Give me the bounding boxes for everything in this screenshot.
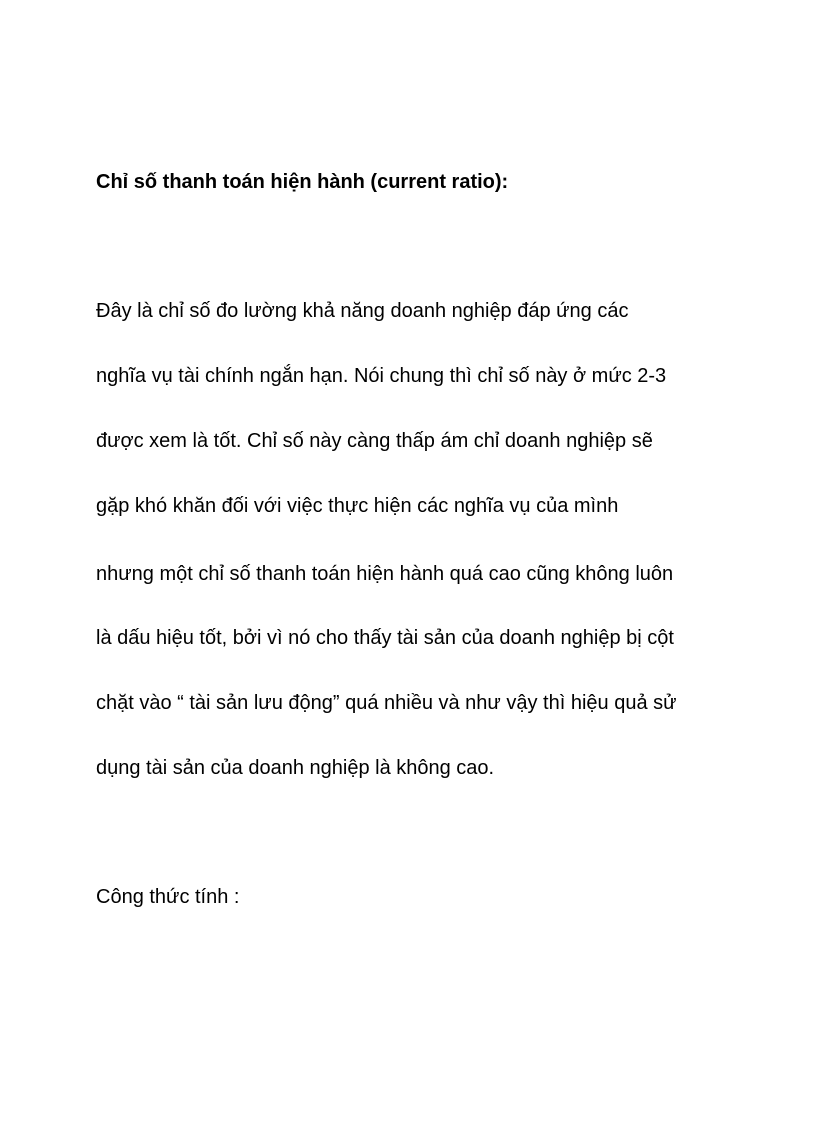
paragraph-line: nhưng một chỉ số thanh toán hiện hành quá cao cũng không luôn [96, 563, 674, 585]
paragraph-line: là dấu hiệu tốt, bởi vì nó cho thấy tài sản của doanh nghiệp bị cột [96, 627, 674, 649]
formula-label: Công thức tính : [96, 886, 240, 908]
paragraph-line: dụng tài sản của doanh nghiệp là không cao. [96, 757, 495, 779]
paragraph-line: Đây là chỉ số đo lường khả năng doanh nghiệp đáp ứng các [96, 300, 629, 322]
paragraph-line: nghĩa vụ tài chính ngắn hạn. Nói chung thì chỉ số này ở mức 2-3 [96, 365, 667, 387]
paragraph-line: chặt vào “ tài sản lưu động” quá nhiều và như vậy thì hiệu quả sử [96, 692, 677, 714]
section-heading: Chỉ số thanh toán hiện hành (current ratio): [96, 171, 509, 193]
paragraph-line: gặp khó khăn đối với việc thực hiện các nghĩa vụ của mình [96, 495, 619, 517]
paragraph-line: được xem là tốt. Chỉ số này càng thấp ám chỉ doanh nghiệp sẽ [96, 430, 653, 452]
